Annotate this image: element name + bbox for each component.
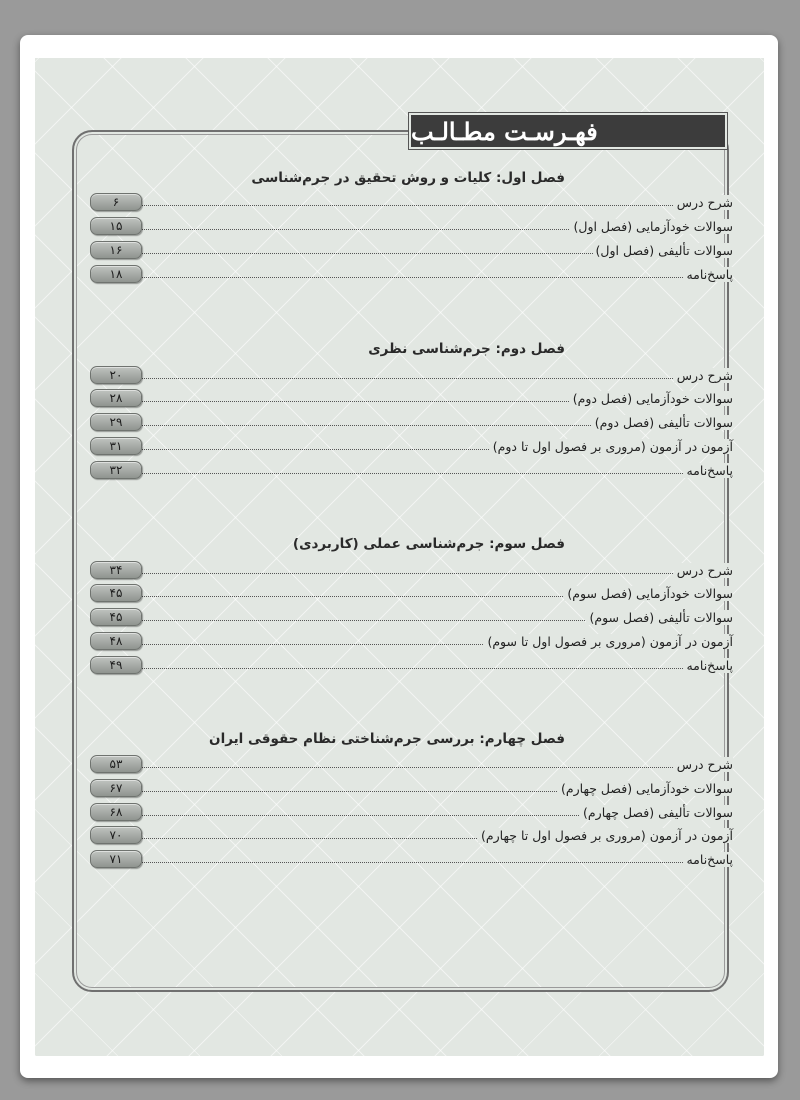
page-number-badge: ۱۶	[90, 241, 142, 259]
chapter-title: فصل سوم: جرم‌شناسی عملی (کاربردی)	[292, 536, 565, 552]
dot-leader	[140, 473, 729, 474]
toc-entry-label: پاسخ‌نامه	[683, 852, 733, 867]
page-number-badge: ۱۵	[90, 217, 142, 235]
toc-entry-label: شرح درس	[674, 195, 733, 210]
page-number-badge: ۷۰	[90, 826, 142, 844]
toc-entry-label: آزمون در آزمون (مروری بر فصول اول تا سوم)	[484, 634, 733, 649]
toc-entry-label: سوالات تألیفی (فصل اول)	[593, 243, 733, 258]
page-number-badge: ۲۸	[90, 389, 142, 407]
toc-entry-label: سوالات تألیفی (فصل چهارم)	[580, 805, 733, 820]
dot-leader	[140, 378, 729, 379]
toc-row[interactable]	[88, 584, 733, 604]
page-number-badge: ۴۸	[90, 632, 142, 650]
dot-leader	[140, 767, 729, 768]
toc-row[interactable]	[88, 850, 733, 870]
toc-row[interactable]	[88, 803, 733, 823]
toc-row[interactable]	[88, 632, 733, 652]
toc-entry-label: شرح درس	[674, 757, 733, 772]
page-number-badge: ۶۸	[90, 803, 142, 821]
page-number-badge: ۷۱	[90, 850, 142, 868]
toc-row[interactable]	[88, 413, 733, 433]
toc-entry-label: سوالات خودآزمایی (فصل اول)	[570, 219, 733, 234]
toc-entry-label: پاسخ‌نامه	[683, 267, 733, 282]
toc-row[interactable]	[88, 461, 733, 481]
page-number-badge: ۳۴	[90, 561, 142, 579]
toc-row[interactable]	[88, 193, 733, 213]
toc-entry-label: آزمون در آزمون (مروری بر فصول اول تا چهارم)	[478, 828, 733, 843]
chapter-title: فصل دوم: جرم‌شناسی نظری	[368, 341, 565, 357]
toc-entry-label: شرح درس	[674, 563, 733, 578]
toc-row[interactable]	[88, 366, 733, 386]
page-number-badge: ۲۰	[90, 366, 142, 384]
toc-row[interactable]	[88, 779, 733, 799]
dot-leader	[140, 862, 729, 863]
toc-entry-label: سوالات تألیفی (فصل دوم)	[592, 415, 733, 430]
page-number-badge: ۴۹	[90, 656, 142, 674]
toc-row[interactable]	[88, 755, 733, 775]
toc-entry-label: سوالات خودآزمایی (فصل دوم)	[570, 391, 733, 406]
toc-entry-label: شرح درس	[674, 368, 733, 383]
toc-row[interactable]	[88, 389, 733, 409]
page-number-badge: ۲۹	[90, 413, 142, 431]
dot-leader	[140, 668, 729, 669]
toc-row[interactable]	[88, 826, 733, 846]
chapter-title: فصل چهارم: بررسی جرم‌شناختی نظام حقوقی ایران	[209, 731, 565, 747]
page-number-badge: ۳۲	[90, 461, 142, 479]
toc-row[interactable]	[88, 217, 733, 237]
toc-entry-label: پاسخ‌نامه	[683, 463, 733, 478]
toc-entry-label: پاسخ‌نامه	[683, 658, 733, 673]
toc-entry-label: آزمون در آزمون (مروری بر فصول اول تا دوم)	[490, 439, 733, 454]
toc-entry-label: سوالات خودآزمایی (فصل چهارم)	[558, 781, 733, 796]
dot-leader	[140, 277, 729, 278]
page-number-badge: ۴۵	[90, 608, 142, 626]
toc-row[interactable]	[88, 265, 733, 285]
dot-leader	[140, 205, 729, 206]
toc-entry-label: سوالات خودآزمایی (فصل سوم)	[564, 586, 733, 601]
toc-row[interactable]	[88, 608, 733, 628]
page-number-badge: ۵۳	[90, 755, 142, 773]
page-number-badge: ۱۸	[90, 265, 142, 283]
page-number-badge: ۳۱	[90, 437, 142, 455]
toc-row[interactable]	[88, 561, 733, 581]
page-number-badge: ۶۷	[90, 779, 142, 797]
chapter-title: فصل اول: کلیات و روش تحقیق در جرم‌شناسی	[251, 170, 565, 186]
toc-row[interactable]	[88, 241, 733, 261]
page-number-badge: ۶	[90, 193, 142, 211]
toc-header: فهـرسـت مطـالـب	[409, 113, 727, 149]
toc-row[interactable]	[88, 437, 733, 457]
dot-leader	[140, 573, 729, 574]
toc-row[interactable]	[88, 656, 733, 676]
page-number-badge: ۴۵	[90, 584, 142, 602]
toc-entry-label: سوالات تألیفی (فصل سوم)	[586, 610, 733, 625]
